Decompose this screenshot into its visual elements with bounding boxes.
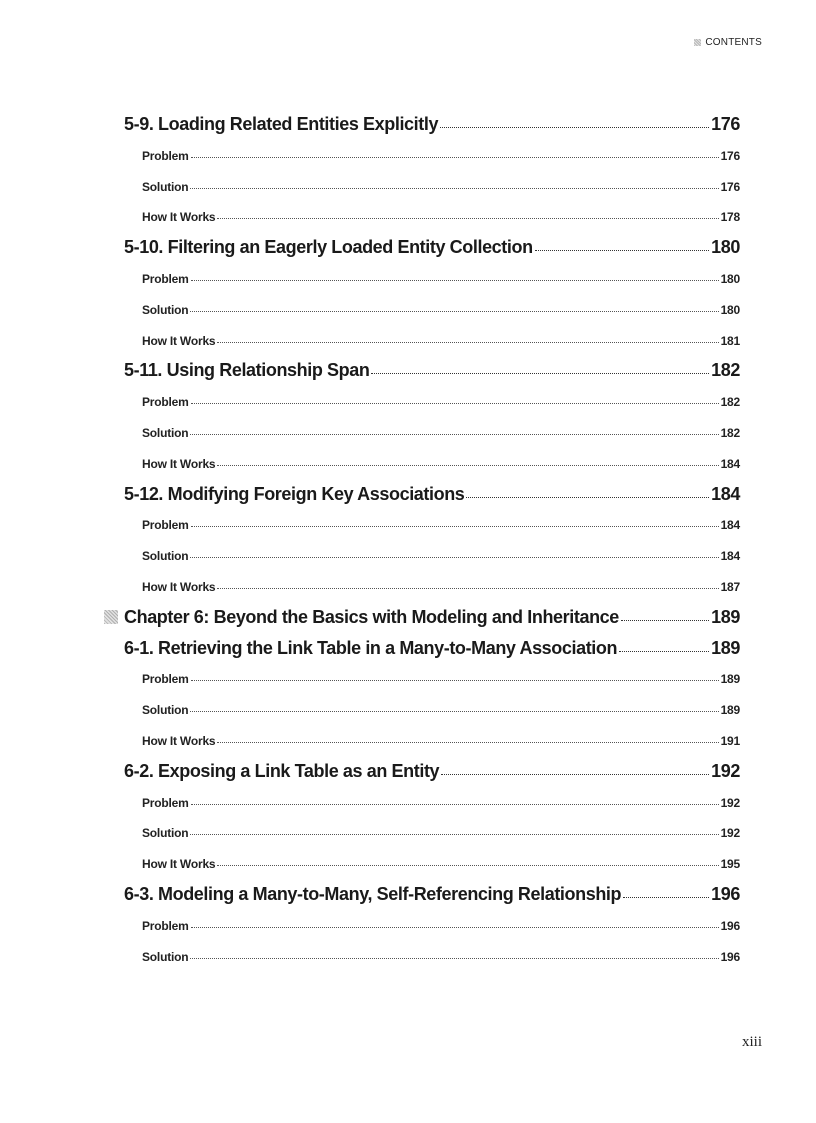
toc-section-entry[interactable]: [0, 484, 816, 505]
dot-leader: [441, 774, 709, 775]
entry-page-number: 180: [720, 272, 740, 286]
entry-page-number: 184: [720, 518, 740, 533]
dot-leader: [191, 680, 719, 681]
dot-leader: [190, 958, 718, 959]
dot-leader: [190, 434, 718, 435]
toc-subsection-entry[interactable]: [0, 518, 816, 532]
dot-leader: [621, 620, 709, 621]
dot-leader: [217, 865, 718, 866]
entry-page-number: 191: [720, 734, 740, 748]
entry-page-number: 180: [720, 302, 740, 317]
entry-title: How It Works: [142, 333, 216, 348]
entry-title: Chapter 6: Beyond the Basics with Modeling and Inheritance: [124, 606, 619, 627]
entry-page-number: 184: [711, 483, 740, 504]
dot-leader: [217, 742, 718, 743]
entry-page-number: 176: [720, 179, 740, 194]
entry-title: Solution: [142, 703, 189, 718]
entry-page-number: 176: [711, 114, 740, 134]
entry-page-number: 192: [720, 826, 740, 841]
toc-section-entry[interactable]: [0, 237, 816, 258]
dot-leader: [190, 834, 718, 835]
entry-page-number: 182: [711, 360, 740, 381]
toc-section-entry[interactable]: [0, 360, 816, 381]
chapter-square-icon: [104, 610, 118, 624]
entry-page-number: 192: [720, 795, 740, 810]
entry-title: 5-12. Modifying Foreign Key Associations: [124, 483, 465, 504]
toc-subsection-entry[interactable]: [0, 272, 816, 286]
toc-section-entry[interactable]: [0, 884, 816, 905]
entry-title: 6-3. Modeling a Many-to-Many, Self-Referencing Relationship: [124, 884, 622, 904]
dot-leader: [619, 651, 709, 652]
toc-subsection-entry[interactable]: [0, 672, 816, 686]
entry-page-number: 196: [720, 918, 740, 933]
entry-page-number: 176: [720, 148, 740, 163]
entry-page-number: 178: [720, 210, 740, 225]
dot-leader: [217, 218, 718, 219]
entry-title: 6-1. Retrieving the Link Table in a Many-to-Many Association: [124, 637, 618, 658]
running-header: [694, 37, 762, 48]
entry-title: Solution: [142, 826, 189, 841]
entry-page-number: 180: [711, 237, 740, 258]
entry-title: Solution: [142, 179, 189, 194]
entry-title: How It Works: [142, 210, 216, 225]
toc-section-entry[interactable]: [0, 761, 816, 782]
toc-subsection-entry[interactable]: [0, 796, 816, 810]
page-number: xiii: [741, 1034, 762, 1050]
entry-title: Problem: [142, 272, 189, 286]
entry-title: Solution: [142, 549, 189, 564]
entry-title: Problem: [142, 148, 189, 163]
entry-title: Problem: [142, 672, 189, 687]
entry-title: Solution: [142, 302, 189, 317]
dot-leader: [371, 373, 709, 374]
toc-section-entry[interactable]: [0, 114, 816, 135]
entry-page-number: 189: [711, 637, 740, 658]
dot-leader: [623, 897, 709, 898]
entry-title: How It Works: [142, 456, 216, 471]
entry-title: 5-9. Loading Related Entities Explicitly: [124, 114, 439, 134]
entry-page-number: 184: [720, 549, 740, 564]
toc-subsection-entry[interactable]: [0, 919, 816, 933]
dot-leader: [191, 804, 719, 805]
toc-subsection-entry[interactable]: [0, 826, 816, 840]
entry-title: Problem: [142, 518, 189, 533]
dot-leader: [190, 188, 718, 189]
toc-subsection-entry[interactable]: [0, 457, 816, 471]
entry-page-number: 195: [720, 857, 740, 872]
entry-page-number: 182: [720, 426, 740, 440]
entry-title: How It Works: [142, 857, 216, 872]
toc-subsection-entry[interactable]: [0, 395, 816, 409]
dot-leader: [466, 497, 709, 498]
dot-leader: [217, 588, 718, 589]
square-bullet-icon: [694, 39, 701, 46]
toc-subsection-entry[interactable]: [0, 734, 816, 748]
dot-leader: [217, 465, 718, 466]
entry-page-number: 184: [720, 456, 740, 471]
entry-page-number: 189: [711, 606, 740, 627]
toc-subsection-entry[interactable]: [0, 180, 816, 194]
entry-title: How It Works: [142, 734, 216, 748]
dot-leader: [191, 280, 719, 281]
entry-page-number: 189: [720, 672, 740, 687]
toc-subsection-entry[interactable]: [0, 703, 816, 717]
header-label: CONTENTS: [705, 37, 762, 48]
toc-subsection-entry[interactable]: [0, 210, 816, 224]
entry-title: How It Works: [142, 580, 216, 594]
dot-leader: [217, 342, 718, 343]
entry-title: Problem: [142, 795, 189, 810]
entry-page-number: 189: [720, 703, 740, 718]
dot-leader: [190, 557, 718, 558]
toc-chapter-entry[interactable]: [0, 607, 816, 628]
dot-leader: [191, 157, 719, 158]
entry-page-number: 182: [720, 395, 740, 410]
toc-subsection-entry[interactable]: [0, 857, 816, 871]
entry-title: Problem: [142, 395, 189, 410]
dot-leader: [535, 250, 709, 251]
dot-leader: [191, 927, 719, 928]
toc-subsection-entry[interactable]: [0, 303, 816, 317]
toc-subsection-entry[interactable]: [0, 426, 816, 440]
dot-leader: [190, 311, 718, 312]
entry-page-number: 181: [720, 333, 740, 348]
entry-title: Problem: [142, 918, 189, 933]
toc-subsection-entry[interactable]: [0, 950, 816, 964]
entry-title: 6-2. Exposing a Link Table as an Entity: [124, 760, 440, 781]
toc-subsection-entry[interactable]: [0, 549, 816, 563]
entry-title: Solution: [142, 949, 189, 964]
dot-leader: [191, 403, 719, 404]
entry-title: Solution: [142, 426, 189, 440]
dot-leader: [440, 127, 709, 128]
toc-subsection-entry[interactable]: [0, 149, 816, 163]
entry-title: 5-11. Using Relationship Span: [124, 360, 370, 381]
dot-leader: [191, 526, 719, 527]
entry-page-number: 196: [711, 884, 740, 904]
entry-page-number: 187: [720, 580, 740, 594]
entry-title: 5-10. Filtering an Eagerly Loaded Entity Collection: [124, 237, 533, 258]
toc-subsection-entry[interactable]: [0, 580, 816, 594]
toc-section-entry[interactable]: [0, 638, 816, 659]
dot-leader: [190, 711, 718, 712]
toc-subsection-entry[interactable]: [0, 334, 816, 348]
entry-page-number: 192: [711, 760, 740, 781]
entry-page-number: 196: [720, 949, 740, 964]
